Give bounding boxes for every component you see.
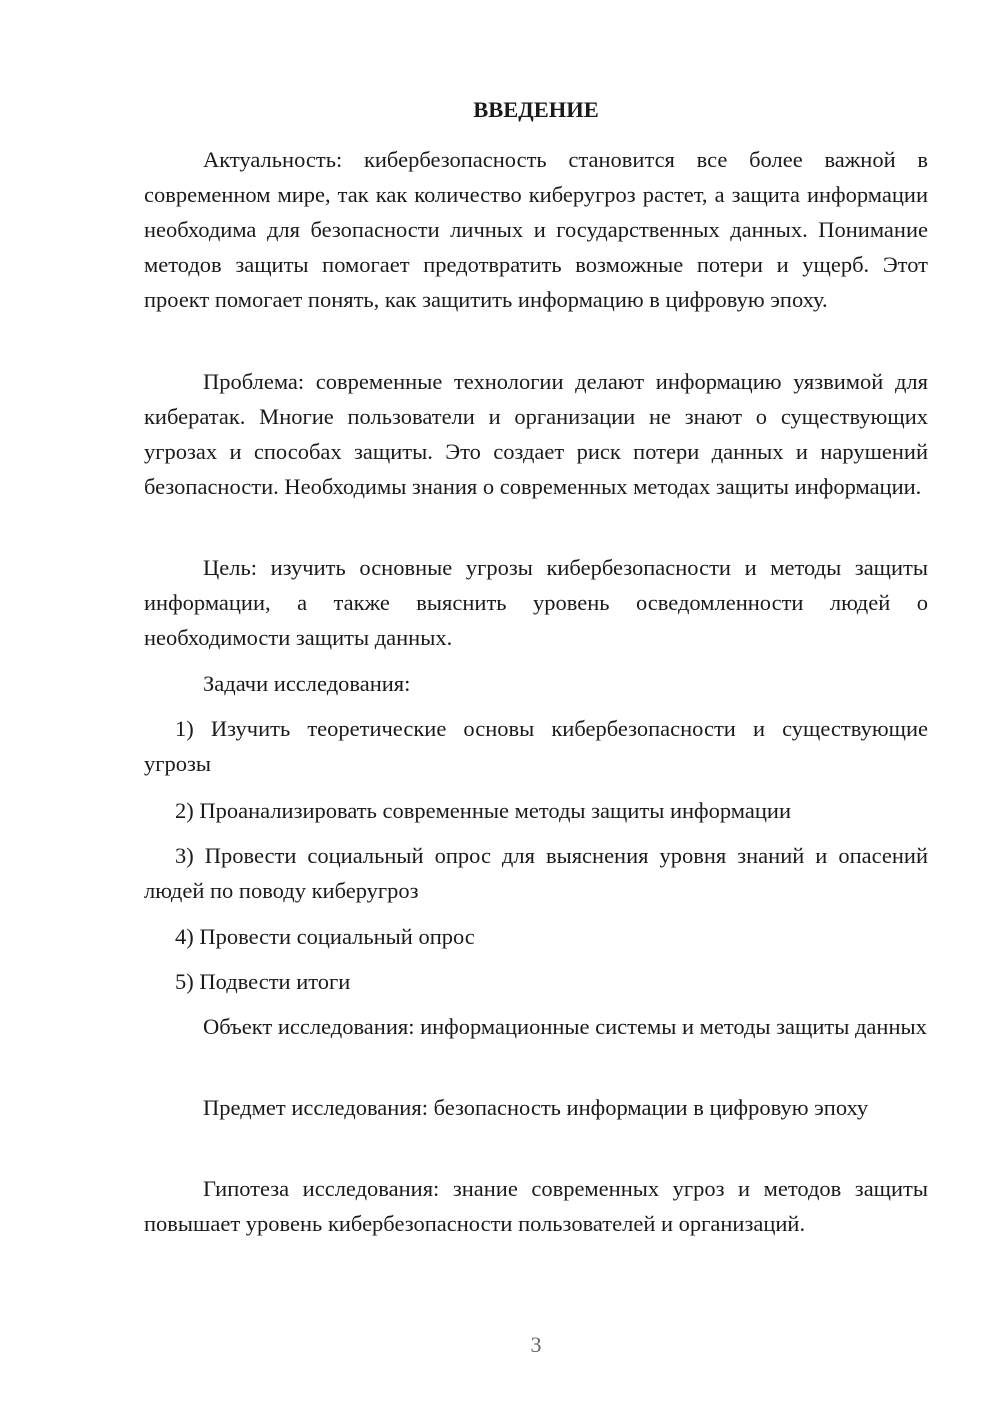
page-title: ВВЕДЕНИЕ — [473, 97, 599, 122]
paragraph-subject: Предмет исследования: безопасность информации в цифровую эпоху — [203, 1095, 869, 1120]
task-item-2: 2) Проанализировать современные методы защиты информации — [175, 798, 791, 823]
paragraph-goal: Цель: изучить основные угрозы кибербезопасности и методы защиты информации, а также выяснить уровень осведомленности людей о необходимости защиты данных. — [144, 555, 928, 650]
task-item-5: 5) Подвести итоги — [175, 969, 351, 994]
paragraph-object: Объект исследования: информационные системы и методы защиты данных — [203, 1014, 927, 1039]
task-item-4: 4) Провести социальный опрос — [175, 924, 475, 949]
tasks-heading: Задачи исследования: — [203, 671, 411, 696]
paragraph-hypothesis: Гипотеза исследования: знание современных угроз и методов защиты повышает уровень кибербезопасности пользователей и организаций. — [144, 1176, 928, 1236]
task-item-3: 3) Провести социальный опрос для выяснения уровня знаний и опасений людей по поводу киберугроз — [144, 843, 928, 903]
page-number: 3 — [530, 1332, 542, 1357]
task-item-1: 1) Изучить теоретические основы кибербезопасности и существующие угрозы — [144, 716, 928, 776]
paragraph-problem: Проблема: современные технологии делают информацию уязвимой для кибератак. Многие пользователи и организации не знают о существующих угрозах и способах защиты. Это создает риск потери данных и нарушений безопасности. Необходимы знания о современных методах защиты информации. — [144, 369, 928, 499]
paragraph-relevance: Актуальность: кибербезопасность становится все более важной в современном мире, так как количество киберугроз растет, а защита информации необходима для безопасности личных и государственных данных. Понимание методов защиты помогает предотвратить возможные потери и ущерб. Этот проект помогает понять, как защитить информацию в цифровую эпоху. — [144, 147, 928, 312]
